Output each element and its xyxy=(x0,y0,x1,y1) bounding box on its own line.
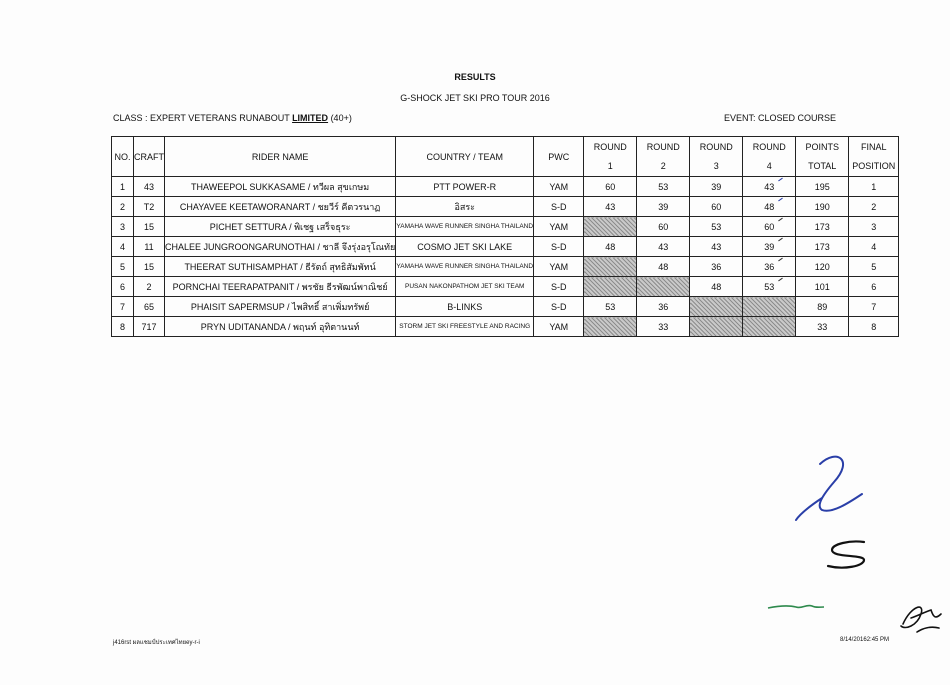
table-row xyxy=(112,237,899,257)
cell-round-4: 60 xyxy=(743,217,796,237)
cell-no: 4 xyxy=(112,237,134,257)
col-round-2: ROUND 2 xyxy=(637,137,690,177)
cell-total: 173 xyxy=(796,237,849,257)
cell-round-4-hatched xyxy=(743,297,796,317)
class-prefix: CLASS : EXPERT VETERANS RUNABOUT xyxy=(113,113,293,123)
cell-round-1-hatched xyxy=(584,277,637,297)
cell-rider: CHAYAVEE KEETAWORANART / ชยวีร์ คีตวรนาฏ xyxy=(165,197,396,217)
cell-round-1-hatched xyxy=(584,217,637,237)
cell-pwc: S-D xyxy=(534,237,584,257)
cell-team: STORM JET SKI FREESTYLE AND RACING xyxy=(396,317,534,337)
col-rider: RIDER NAME xyxy=(165,137,396,177)
cell-pwc: S-D xyxy=(534,297,584,317)
cell-round-3: 39 xyxy=(690,177,743,197)
cell-craft: 2 xyxy=(134,277,165,297)
cell-team: YAMAHA WAVE RUNNER SINGHA THAILAND xyxy=(396,217,534,237)
cell-rider: PHAISIT SAPERMSUP / ไพสิทธิ์ สาเพิ่มทรัพย์ xyxy=(165,297,396,317)
cell-position: 6 xyxy=(849,277,899,297)
cell-rider: PRYN UDITANANDA / พฤนท์ อุทิตานนท์ xyxy=(165,317,396,337)
cell-pwc: YAM xyxy=(534,177,584,197)
cell-round-3-hatched xyxy=(690,317,743,337)
cell-round-2: 33 xyxy=(637,317,690,337)
class-label xyxy=(113,113,352,123)
cell-rider: PICHET SETTURA / พิเชฐ เสร็จธุระ xyxy=(165,217,396,237)
cell-no: 5 xyxy=(112,257,134,277)
cell-round-3: 36 xyxy=(690,257,743,277)
cell-round-1: 48 xyxy=(584,237,637,257)
cell-rider: THAWEEPOL SUKKASAME / ทวีผล สุขเกษม xyxy=(165,177,396,197)
cell-position: 5 xyxy=(849,257,899,277)
cell-total: 33 xyxy=(796,317,849,337)
cell-round-2: 48 xyxy=(637,257,690,277)
cell-team: PTT POWER-R xyxy=(396,177,534,197)
cell-total: 173 xyxy=(796,217,849,237)
cell-round-1-hatched xyxy=(584,257,637,277)
signature-green-line xyxy=(766,600,826,615)
cell-position: 8 xyxy=(849,317,899,337)
cell-position: 3 xyxy=(849,217,899,237)
footer-file-label: j416rst ผลแชมป์ประเทศไทยey-r-i xyxy=(113,640,200,646)
cell-round-4: 39 xyxy=(743,237,796,257)
table-row xyxy=(112,297,899,317)
signature-initials xyxy=(895,598,945,638)
cell-team: COSMO JET SKI LAKE xyxy=(396,237,534,257)
footer-timestamp: 8/14/20162:45 PM xyxy=(840,637,890,643)
table-row xyxy=(112,217,899,237)
cell-team: PUSAN NAKONPATHOM JET SKI TEAM xyxy=(396,277,534,297)
class-suffix: (40+) xyxy=(328,113,352,123)
cell-team: B-LINKS xyxy=(396,297,534,317)
cell-round-2: 36 xyxy=(637,297,690,317)
cell-total: 120 xyxy=(796,257,849,277)
class-limited: LIMITED xyxy=(292,113,329,123)
cell-round-4: 48 xyxy=(743,197,796,217)
cell-total: 195 xyxy=(796,177,849,197)
cell-pwc: YAM xyxy=(534,217,584,237)
cell-pwc: YAM xyxy=(534,317,584,337)
cell-round-2: 60 xyxy=(637,217,690,237)
event-series-title: G-SHOCK JET SKI PRO TOUR 2016 xyxy=(400,93,550,103)
cell-total: 89 xyxy=(796,297,849,317)
cell-round-2: 43 xyxy=(637,237,690,257)
cell-round-4: 53 xyxy=(743,277,796,297)
table-row xyxy=(112,197,899,217)
col-final-position: FINAL POSITION xyxy=(849,137,899,177)
cell-craft: 43 xyxy=(134,177,165,197)
signature-blue-mark xyxy=(792,450,872,525)
cell-position: 4 xyxy=(849,237,899,257)
col-craft: CRAFT xyxy=(134,137,165,177)
cell-pwc: YAM xyxy=(534,257,584,277)
cell-craft: 717 xyxy=(134,317,165,337)
cell-team: YAMAHA WAVE RUNNER SINGHA THAILAND xyxy=(396,257,534,277)
col-round-4: ROUND 4 xyxy=(743,137,796,177)
cell-pwc: S-D xyxy=(534,277,584,297)
col-no: NO. xyxy=(112,137,134,177)
col-round-1: ROUND 1 xyxy=(584,137,637,177)
cell-total: 101 xyxy=(796,277,849,297)
cell-rider: CHALEE JUNGROONGARUNOTHAI / ชาลี จึงรุ่งอรุโณทัย xyxy=(165,237,396,257)
cell-craft: 11 xyxy=(134,237,165,257)
document-title: RESULTS xyxy=(454,72,496,82)
cell-position: 2 xyxy=(849,197,899,217)
cell-no: 1 xyxy=(112,177,134,197)
table-row xyxy=(112,177,899,197)
cell-round-1: 60 xyxy=(584,177,637,197)
cell-craft: 15 xyxy=(134,217,165,237)
cell-rider: THEERAT SUTHISAMPHAT / ธีรัตถ์ สุทธิสัมพัทน์ xyxy=(165,257,396,277)
cell-craft: T2 xyxy=(134,197,165,217)
cell-round-4: 43 xyxy=(743,177,796,197)
cell-pwc: S-D xyxy=(534,197,584,217)
cell-round-2: 53 xyxy=(637,177,690,197)
col-points-total: POINTS TOTAL xyxy=(796,137,849,177)
cell-no: 2 xyxy=(112,197,134,217)
cell-round-4-hatched xyxy=(743,317,796,337)
cell-round-1-hatched xyxy=(584,317,637,337)
cell-round-1: 53 xyxy=(584,297,637,317)
cell-no: 3 xyxy=(112,217,134,237)
cell-team: อิสระ xyxy=(396,197,534,217)
signature-black-s xyxy=(820,536,880,576)
cell-round-2: 39 xyxy=(637,197,690,217)
cell-no: 7 xyxy=(112,297,134,317)
cell-round-3: 60 xyxy=(690,197,743,217)
cell-rider: PORNCHAI TEERAPATPANIT / พรชัย ธีรพัฒน์พาณิชย์ xyxy=(165,277,396,297)
col-team: COUNTRY / TEAM xyxy=(396,137,534,177)
cell-round-2-hatched xyxy=(637,277,690,297)
cell-round-3: 43 xyxy=(690,237,743,257)
cell-total: 190 xyxy=(796,197,849,217)
cell-no: 8 xyxy=(112,317,134,337)
header-row xyxy=(112,137,899,177)
table-row xyxy=(112,317,899,337)
cell-round-4: 36 xyxy=(743,257,796,277)
cell-round-3: 48 xyxy=(690,277,743,297)
results-table xyxy=(111,136,899,337)
col-round-3: ROUND 3 xyxy=(690,137,743,177)
cell-round-3-hatched xyxy=(690,297,743,317)
table-row xyxy=(112,257,899,277)
col-pwc: PWC xyxy=(534,137,584,177)
cell-position: 7 xyxy=(849,297,899,317)
cell-craft: 65 xyxy=(134,297,165,317)
cell-position: 1 xyxy=(849,177,899,197)
cell-no: 6 xyxy=(112,277,134,297)
cell-craft: 15 xyxy=(134,257,165,277)
table-row xyxy=(112,277,899,297)
cell-round-1: 43 xyxy=(584,197,637,217)
cell-round-3: 53 xyxy=(690,217,743,237)
event-label: EVENT: CLOSED COURSE xyxy=(724,113,837,123)
